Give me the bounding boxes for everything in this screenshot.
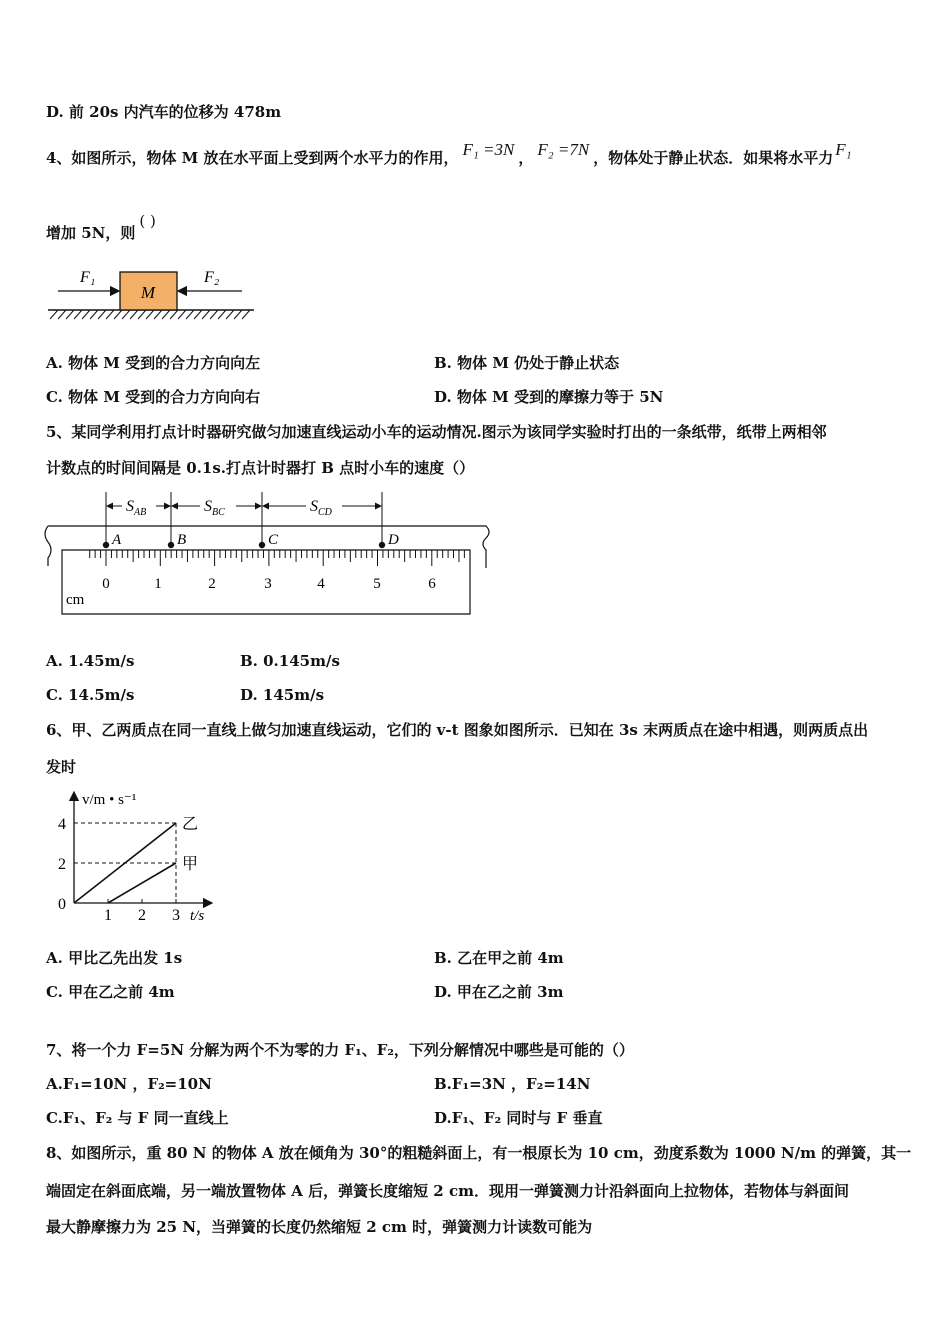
q4-option-c: C. 物体 M 受到的合力方向向右 [46,388,261,406]
y-tick-label: 2 [58,856,66,873]
q6-stem-line2: 发时 [46,758,77,776]
segment-scd-label: $S_{CD}$ [310,498,332,518]
scale-2: 2 [208,576,216,592]
scale-1: 1 [154,576,162,592]
q4-option-d: D. 物体 M 受到的摩擦力等于 5N [434,388,664,406]
q7-stem: 7、将一个力 F=5N 分解为两个不为零的力 F₁、F₂，下列分解情况中哪些是可能的（） [46,1041,634,1059]
q7-option-b: B.F₁=3N ，F₂=14N [434,1075,591,1093]
q5-option-d: D. 145m/s [240,686,325,704]
scale-0: 0 [102,576,110,592]
y-tick-label: 4 [58,816,66,833]
q6-option-c: C. 甲在乙之前 4m [46,983,175,1001]
point-a-label: A [112,532,122,548]
ruler-numbers [102,576,436,592]
series-label-1: 甲 [182,856,199,873]
series-label-0: 乙 [182,816,199,833]
x-tick-label: 1 [104,907,112,924]
ruler-unit: cm [66,592,85,608]
q5-option-a: A. 1.45m/s [46,652,135,670]
q8-stem-line1: 8、如图所示，重 80 N 的物体 A 放在倾角为 30°的粗糙斜面上，有一根原长为 10 cm，劲度系数为 1000 N/m 的弹簧，其一 [46,1144,912,1162]
q4-comma: ， [518,149,534,167]
segment-labels [122,496,342,518]
q5-option-b: B. 0.145m/s [240,652,340,670]
scale-3: 3 [264,576,272,592]
q3-option-d: D. 前 20s 内汽车的位移为 478m [46,103,282,121]
q4-stem-part1: 4、如图所示，物体 M 放在水平面上受到两个水平力的作用， [46,149,459,167]
q4-f1-eq: F₁ =3N [462,140,515,159]
x-tick-label: 3 [172,907,180,924]
q6-option-b: B. 乙在甲之前 4m [434,949,564,967]
f1-label: F₁ [80,269,96,286]
q4-force-figure [44,262,259,324]
q6-vt-chart [44,786,224,928]
q6-option-d: D. 甲在乙之前 3m [434,983,564,1001]
q4-answer-paren: ( ) [139,212,156,230]
q4-f1-label: F₁ [835,140,852,159]
q4-option-b: B. 物体 M 仍处于静止状态 [434,354,620,372]
ruler-ticks [90,550,465,566]
f2-label: F₂ [204,269,220,286]
q4-stem [46,140,852,169]
chart-marks [58,816,198,924]
count-points [103,532,399,548]
point-c-label: C [268,532,279,548]
scale-6: 6 [428,576,436,592]
point-b-label: B [177,532,187,548]
q7-option-d: D.F₁、F₂ 同时与 F 垂直 [434,1109,603,1127]
q8-stem-line2: 端固定在斜面底端，另一端放置物体 A 后，弹簧长度缩短 2 cm．现用一弹簧测力计沿斜面向上拉物体，若物体与斜面间 [46,1182,849,1200]
point-d-label: D [388,532,399,548]
q5-stem-line1: 5、某同学利用打点计时器研究做匀加速直线运动小车的运动情况.图示为该同学实验时打出的一条纸带，纸带上两相邻 [46,423,827,441]
segment-sbc-label: $S_{BC}$ [204,498,225,518]
q4-stem-part2: ，物体处于静止状态．如果将水平力 [593,149,834,167]
q4-stem-line2 [46,212,156,244]
q7-option-a: A.F₁=10N ，F₂=10N [46,1075,212,1093]
y-axis-label: v/m • s⁻¹ [82,792,137,808]
x-axis-label: t/s [190,908,205,924]
q5-tape-figure [40,488,495,620]
segment-sab-label: $S_{AB}$ [126,498,147,518]
q4-f2-eq: F₂ =7N [537,140,590,159]
q8-stem-line3: 最大静摩擦力为 25 N，当弹簧的长度仍然缩短 2 cm 时，弹簧测力计读数可能为 [46,1218,593,1236]
scale-4: 4 [317,576,325,592]
q4-option-a: A. 物体 M 受到的合力方向向左 [46,354,261,372]
scale-5: 5 [373,576,381,592]
q6-option-a: A. 甲比乙先出发 1s [46,949,183,967]
q7-option-c: C.F₁、F₂ 与 F 同一直线上 [46,1109,229,1127]
q5-stem-line2: 计数点的时间间隔是 0.1s.打点计时器打 B 点时小车的速度（） [46,459,475,477]
y-tick-label: 0 [58,896,66,913]
q6-stem-line1: 6、甲、乙两质点在同一直线上做匀加速直线运动，它们的 v-t 图象如图所示．已知在 3s 末两质点在途中相遇，则两质点出 [46,721,869,739]
q5-option-c: C. 14.5m/s [46,686,135,704]
block-m-label: M [140,283,156,302]
x-tick-label: 2 [138,907,146,924]
q4-stem-line2-text: 增加 5N，则 [46,224,136,242]
ground-hatch [50,310,250,319]
